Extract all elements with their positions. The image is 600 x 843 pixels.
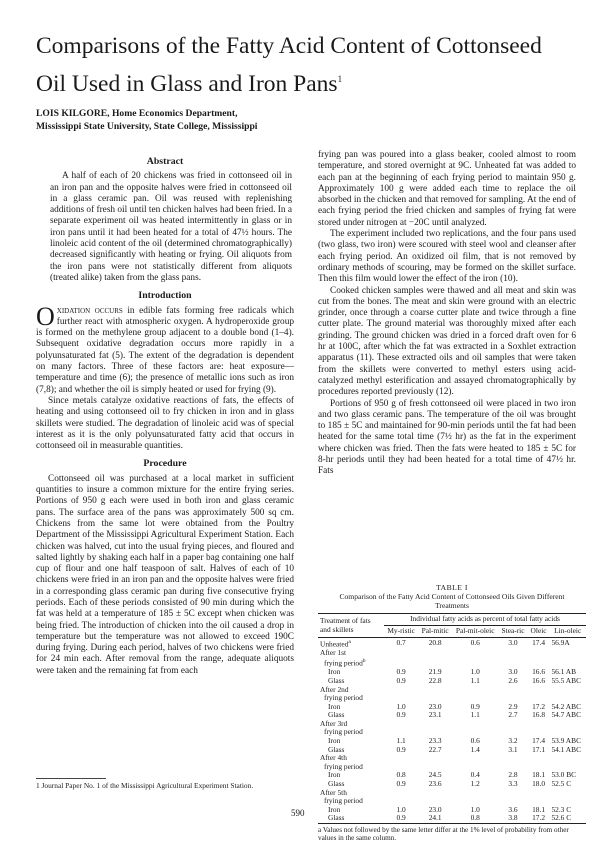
footnote-rule	[36, 778, 106, 779]
procedure-paragraph-4: Cooked chicken samples were thawed and all meat and skin was cut from the bones. The meat and skin were ground with an electric grinder, once through a coarse cutter plate and twice through a fine cutter plate. The ground material was thoroughly mixed after each grinding. The ground chicken was dried in a forced draft oven for 6 hr at 100C, after which the fat was extracted in a Soxhlet extraction apparatus (11). These extracted oils and oil samples that were taken from the skillets were converted to methyl esters using acid-catalyzed methyl esterification and assayed chromatographically by procedures reported previously (12).	[318, 285, 576, 398]
table-cell: 1.0	[470, 804, 480, 814]
table-cell: 18.0	[532, 779, 546, 789]
table-cell	[549, 789, 586, 798]
table-cell: 56.1 AB	[551, 667, 577, 677]
table-cell: 0.8	[470, 813, 480, 823]
table-cell	[418, 686, 452, 695]
introduction-paragraph-2: Since metals catalyze oxidative reactions of fats, the effects of heating and using cottonseed oil to fry chicken in iron and in glass skillets were studied. The degradation of linoleic acid was of special interest as it is the only polyunsaturated fatty acid that occurs in cottonseed oil in measurable quantities.	[36, 395, 294, 452]
table-cell: 52.6 C	[551, 813, 572, 823]
table-cell: 2.7	[508, 710, 518, 720]
table-cell: 54.7 ABC	[551, 710, 582, 720]
column-header: My-ristic	[387, 626, 415, 635]
fatty-acid-table	[318, 613, 586, 824]
table-cell: 1.2	[470, 779, 480, 789]
table-row	[318, 711, 586, 720]
row-label: Glass	[328, 744, 345, 754]
table-cell: 0.9	[396, 813, 406, 823]
table-cell: 21.9	[428, 667, 442, 677]
table-cell: 0.6	[470, 736, 480, 746]
table-cell	[528, 789, 550, 798]
row-label: Iron	[328, 701, 341, 711]
table-cell: 1.0	[470, 667, 480, 677]
procedure-section	[36, 458, 294, 677]
table-cell: 17.4	[532, 637, 546, 647]
row-label: Unheated$^a$	[320, 638, 351, 649]
table-cell: 0.9	[396, 675, 406, 685]
table-cell: 0.9	[396, 667, 406, 677]
table-cell: 24.5	[428, 770, 442, 780]
table-cell	[549, 754, 586, 763]
table-cell	[384, 789, 418, 798]
table-row	[318, 780, 586, 789]
column-header: Pal-mit-oleic	[455, 626, 495, 635]
table-cell: 1.0	[396, 804, 406, 814]
table-cell: 54.2 ABC	[551, 701, 582, 711]
table-row	[318, 649, 586, 658]
table-cell: 3.0	[508, 667, 518, 677]
procedure-paragraph-3: The experiment included two replications, and the four pans used (two glass, two iron) were scoured with steel wool and cleanser after each frying period. An oxidized oil film, that is not removed by ordinary methods of scouring, may be formed on the skillet surface. Then this film would lower the effect of the iron (10).	[318, 229, 576, 285]
table-cell	[498, 686, 527, 695]
table-cell: 0.8	[396, 770, 406, 780]
paper-title: Comparisons of the Fatty Acid Content of Cottonseed Oil Used in Glass and Iron Pans$^1$	[36, 33, 542, 97]
row-label: Iron	[328, 736, 341, 746]
table-cell	[452, 720, 498, 729]
row-label: frying period	[324, 693, 363, 703]
table-cell: 52.5 C	[551, 779, 572, 789]
column-header: Pal-mitic	[421, 626, 449, 635]
introduction-section	[36, 290, 294, 452]
table-cell: 18.1	[532, 804, 546, 814]
table-cell: 3.8	[508, 813, 518, 823]
drop-cap: O	[36, 301, 55, 331]
table-row	[318, 806, 586, 815]
procedure-paragraph-2: frying pan was poured into a glass beaker, cooled almost to room temperature, and stored overnight at 9C. Unheated fat was added to each pan at the beginning of each frying period to maintain 950 g. Approximately 100 g were added each time to replace the oil absorbed in the chicken and that removed for sampling. At the end of each frying period the fried chicken and samples of frying fat were stored under nitrogen at −20C until analyzed.	[318, 150, 576, 228]
table-row	[318, 668, 586, 677]
table-cell	[528, 686, 550, 695]
table-cell: 22.7	[428, 744, 442, 754]
row-label: After 5th	[320, 787, 347, 797]
table-cell: 23.3	[428, 736, 442, 746]
table-row	[318, 657, 586, 668]
table-row	[318, 694, 586, 703]
table-cell: 23.0	[428, 804, 442, 814]
table-row	[318, 728, 586, 737]
table-cell	[498, 789, 527, 798]
table-cell	[452, 754, 498, 763]
abstract-text: A half of each of 20 chickens was fried in cottonseed oil in an iron pan and the opposite halves were fried in cottonseed oil in a glass ceramic pan. Oil was reused with replenishing additions of fresh oil until ten chicken halves had been fried. In a separate experiment oil was heated intermittently in glass or in iron pans until it had been heated for a total of 47½ hours. The linoleic acid content of the oil (determined chromatographically) decreased significantly with heating or frying. Oil aliquots from the iron pans were not statistically different from aliquots (treated alike) taken from the glass pans.	[50, 171, 292, 283]
table-cell: 3.3	[508, 779, 518, 789]
table-cell: 1.4	[470, 744, 480, 754]
table-cell: 53.0 BC	[551, 770, 577, 780]
column-header: Stea-ric	[501, 626, 525, 635]
author-line-1: LOIS KILGORE, Home Economics Department,	[36, 108, 238, 119]
row-label: Glass	[328, 710, 345, 720]
table-footnote: a Values not followed by the same letter differ at the 1% level of probability from other values in the same column.	[318, 826, 569, 843]
procedure-paragraph-5: Portions of 950 g of fresh cottonseed oil were placed in two iron and two glass ceramic pans. The temperature of the oil was brought to 185 ± 5C and maintained for 90-min periods until the fat had been heated for the same total time (7½ hr) as the fat in the experiment where chicken was fried. Then the fats were heated to 185 ± 5C for 8-hr periods until they had been heated for a total time of 47½ hr. Fats	[318, 398, 576, 477]
stub-header: Treatment of fats and skillets	[320, 615, 371, 634]
table-cell: 54.1 ABC	[551, 744, 582, 754]
table-row	[318, 814, 586, 823]
row-label: Iron	[328, 667, 341, 677]
table-cell: 0.9	[396, 710, 406, 720]
table-cell: 3.2	[508, 736, 518, 746]
row-label: frying period$^b$	[324, 658, 366, 668]
table-cell: 56.9A	[551, 637, 570, 647]
row-label: Glass	[328, 779, 345, 789]
introduction-heading: Introduction	[138, 290, 192, 302]
table-row	[318, 763, 586, 772]
table-row	[318, 737, 586, 746]
table-cell: 1.1	[396, 736, 406, 746]
table-cell	[384, 754, 418, 763]
table-cell: 0.4	[470, 770, 480, 780]
table-cell	[418, 754, 452, 763]
introduction-paragraph-1: Oxidation occurs in edible fats forming free radicals which further react with atmospheric oxygen. A hydroperoxide group is formed on the methylene group adjacent to a double bond (1–4). Subsequent oxidative degradation occurs more rapidly in a polyunsaturated fat (5). The extent of the degradation is dependent on many factors. Three of these factors are: heat exposure—temperature and time (6); the presence of metallic ions such as iron (7,8); and whether the oil is simply heated or used for frying (9).	[36, 301, 294, 395]
table-cell: 2.9	[508, 701, 518, 711]
abstract-heading: Abstract	[146, 156, 184, 167]
table-row	[318, 797, 586, 806]
table-cell: 1.1	[470, 710, 480, 720]
table-row	[318, 771, 586, 780]
table-cell: 18.1	[532, 770, 546, 780]
table-cell	[452, 789, 498, 798]
table-cell	[452, 686, 498, 695]
author-block	[36, 108, 336, 133]
table-cell	[418, 789, 452, 798]
procedure-heading: Procedure	[143, 458, 187, 470]
table-cell: 2.6	[508, 675, 518, 685]
table-cell: 23.6	[428, 779, 442, 789]
table-cell: 17.4	[532, 736, 546, 746]
table-1	[318, 583, 586, 843]
row-label: Iron	[328, 770, 341, 780]
table-cell: 17.1	[532, 744, 546, 754]
table-row	[318, 746, 586, 755]
table-cell: 1.0	[396, 701, 406, 711]
table-cell: 23.0	[428, 701, 442, 711]
page-number: 590	[291, 808, 305, 818]
table-cell: 52.3 C	[551, 804, 572, 814]
table-cell: 24.1	[428, 813, 442, 823]
procedure-paragraph-1: Cottonseed oil was purchased at a local market in sufficient quantities to insure a common mixture for the entire frying series. Portions of 950 g each were used in both iron and glass ceramic pans. The surface area of the pans was approximately 500 sq cm. Chickens from the same lot were obtained from the Poultry Department of the Mississippi Agricultural Experiment Station. Each chicken was halved, cut into the usual frying pieces, and floured and salted lightly by shaking each half in a paper bag containing one half cup of flour and one half teaspoon of salt. Halves of each of 10 chickens were fried in an iron pan and the opposite halves were fried in a corresponding glass ceramic pan during five consecutive frying periods. Each of these periods consisted of 90 min during which the fat was held at a temperature of 185 ± 5C except when chicken was being fried. The introduction of chicken into the oil caused a drop in temperature but the temperature was not allowed to exceed 190C during frying. During each period, halves of two chickens were fried for 24 min each. After removal from the range, adequate aliquots were taken and the remaining fat from each	[36, 473, 294, 676]
table-cell: 22.8	[428, 675, 442, 685]
table-cell: 3.0	[508, 637, 518, 647]
table-cell	[384, 686, 418, 695]
table-cell: 0.9	[396, 744, 406, 754]
table-cell	[528, 754, 550, 763]
title-footnote-mark: 1	[337, 74, 343, 84]
table-cell: 16.8	[532, 710, 546, 720]
lead-smallcaps: xidation occurs	[56, 305, 123, 316]
row-label: Glass	[328, 675, 345, 685]
table-cell	[418, 649, 452, 658]
author-line-2: Mississippi State University, State College, Mississippi	[36, 120, 258, 132]
table-cell: 17.2	[532, 701, 546, 711]
table-cell: 53.9 ABC	[551, 736, 582, 746]
page-footnote: 1 Journal Paper No. 1 of the Mississippi Agricultural Experiment Station.	[36, 781, 254, 790]
row-label: After 4th	[320, 753, 347, 763]
column-header: Lin-oleic	[554, 626, 582, 635]
table-cell	[418, 720, 452, 729]
table-cell: 55.5 ABC	[551, 675, 582, 685]
table-row	[318, 637, 586, 649]
row-label: After 3rd	[320, 718, 348, 728]
table-cell	[549, 649, 586, 658]
table-cell: 20.8	[428, 637, 442, 647]
table-cell	[549, 720, 586, 729]
table-cell	[528, 649, 550, 658]
table-cell: 17.2	[532, 813, 546, 823]
table-cell	[384, 649, 418, 658]
table-row	[318, 677, 586, 686]
table-cell	[498, 649, 527, 658]
table-cell	[498, 720, 527, 729]
row-label: After 1st	[320, 647, 347, 657]
span-header: Individual fatty acids as percent of total fatty acids	[384, 614, 586, 626]
table-cell: 0.7	[396, 637, 406, 647]
table-cell	[384, 720, 418, 729]
table-row	[318, 703, 586, 712]
row-label: Iron	[328, 804, 341, 814]
row-label: Glass	[328, 813, 345, 823]
table-cell: 16.6	[532, 675, 546, 685]
row-label: frying period	[324, 796, 363, 806]
table-cell: 3.1	[508, 744, 518, 754]
table-title: Comparison of the Fatty Acid Content of Cottonseed Oils Given Different Treatments	[339, 592, 565, 611]
table-cell: 0.6	[470, 637, 480, 647]
left-column	[36, 150, 294, 677]
row-label: After 2nd	[320, 684, 349, 694]
row-label: frying period	[324, 761, 363, 771]
table-cell	[498, 754, 527, 763]
table-cell: 0.9	[470, 701, 480, 711]
table-cell	[452, 649, 498, 658]
right-column	[318, 150, 576, 478]
abstract-section	[36, 156, 294, 284]
table-cell: 3.6	[508, 804, 518, 814]
table-cell: 2.8	[508, 770, 518, 780]
row-label: frying period	[324, 727, 363, 737]
table-cell: 23.1	[428, 710, 442, 720]
table-cell: 0.9	[396, 779, 406, 789]
table-cell: 1.1	[470, 675, 480, 685]
table-cell	[528, 720, 550, 729]
column-header: Oleic	[530, 626, 547, 635]
table-cell: 16.6	[532, 667, 546, 677]
table-label: TABLE I	[436, 583, 468, 592]
table-cell	[549, 686, 586, 695]
